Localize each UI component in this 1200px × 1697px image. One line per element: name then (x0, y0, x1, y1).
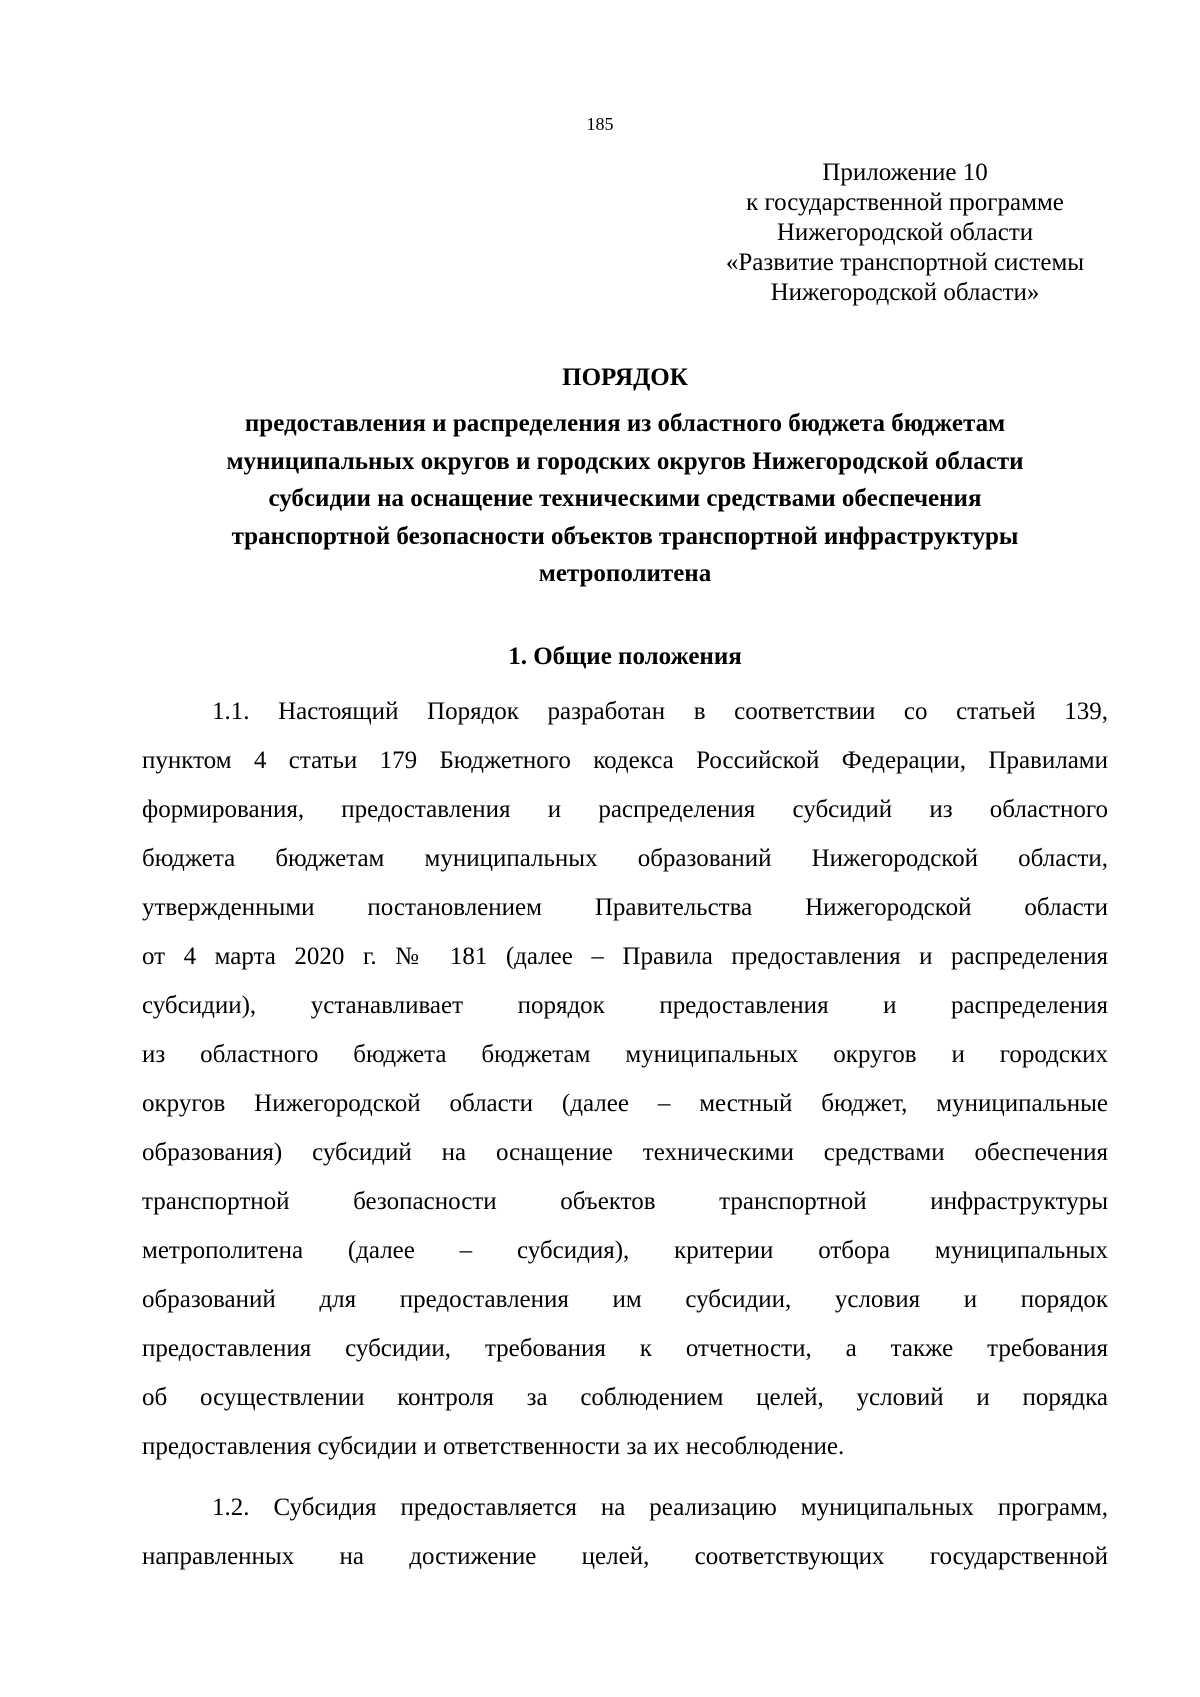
paragraph-line: 1.1. Настоящий Порядок разработан в соответствии со статьей 139, (212, 698, 1108, 725)
paragraph-line: предоставления субсидии и ответственности за их несоблюдение. (142, 1433, 845, 1460)
subtitle-line: метрополитена (538, 560, 712, 587)
appendix-line: Нижегородской области» (770, 279, 1040, 306)
paragraph-line: об осуществлении контроля за соблюдением целей, условий и порядка (142, 1384, 1108, 1411)
appendix-line: Приложение 10 (822, 159, 988, 186)
paragraph-line: предоставления субсидии, требования к отчетности, а также требования (142, 1335, 1108, 1362)
paragraph-line: метрополитена (далее – субсидия), критерии отбора муниципальных (142, 1237, 1108, 1264)
paragraph-line: направленных на достижение целей, соответствующих государственной (142, 1543, 1108, 1570)
document-subtitle (140, 405, 1110, 593)
paragraph-line: субсидии), устанавливает порядок предоставления и распределения (142, 992, 1108, 1019)
section-heading: 1. Общие положения (508, 643, 742, 670)
paragraph-line: пунктом 4 статьи 179 Бюджетного кодекса Российской Федерации, Правилами (142, 747, 1108, 774)
paragraph-line: округов Нижегородской области (далее – местный бюджет, муниципальные (142, 1090, 1108, 1117)
appendix-header (650, 158, 1160, 308)
document-title: ПОРЯДОК (562, 364, 688, 391)
paragraph-line: образования) субсидий на оснащение техническими средствами обеспечения (142, 1139, 1108, 1166)
paragraph-line: 1.2. Субсидия предоставляется на реализацию муниципальных программ, (212, 1494, 1108, 1521)
page-number: 185 (586, 114, 614, 134)
paragraph-1-2 (142, 1483, 1108, 1581)
appendix-line: Нижегородской области (776, 219, 1034, 246)
subtitle-line: субсидии на оснащение техническими средствами обеспечения (268, 485, 982, 512)
subtitle-line: транспортной безопасности объектов транспортной инфраструктуры (231, 522, 1019, 550)
appendix-line: к государственной программе (746, 189, 1064, 216)
appendix-line: «Развитие транспортной системы (725, 249, 1085, 276)
paragraph-line: бюджета бюджетам муниципальных образований Нижегородской области, (142, 845, 1108, 872)
paragraph-1-1 (142, 687, 1108, 1471)
subtitle-line: муниципальных округов и городских округов Нижегородской области (226, 447, 1024, 475)
paragraph-line: утвержденными постановлением Правительства Нижегородской области (142, 894, 1108, 921)
paragraph-line: транспортной безопасности объектов транспортной инфраструктуры (142, 1188, 1108, 1215)
paragraph-line: образований для предоставления им субсидии, условия и порядок (142, 1286, 1108, 1313)
paragraph-line: формирования, предоставления и распределения субсидий из областного (142, 796, 1108, 823)
paragraph-line: из областного бюджета бюджетам муниципальных округов и городских (142, 1041, 1108, 1068)
subtitle-line: предоставления и распределения из областного бюджета бюджетам (244, 410, 1006, 437)
paragraph-line: от 4 марта 2020 г. № 181 (далее – Правила предоставления и распределения (142, 943, 1108, 970)
